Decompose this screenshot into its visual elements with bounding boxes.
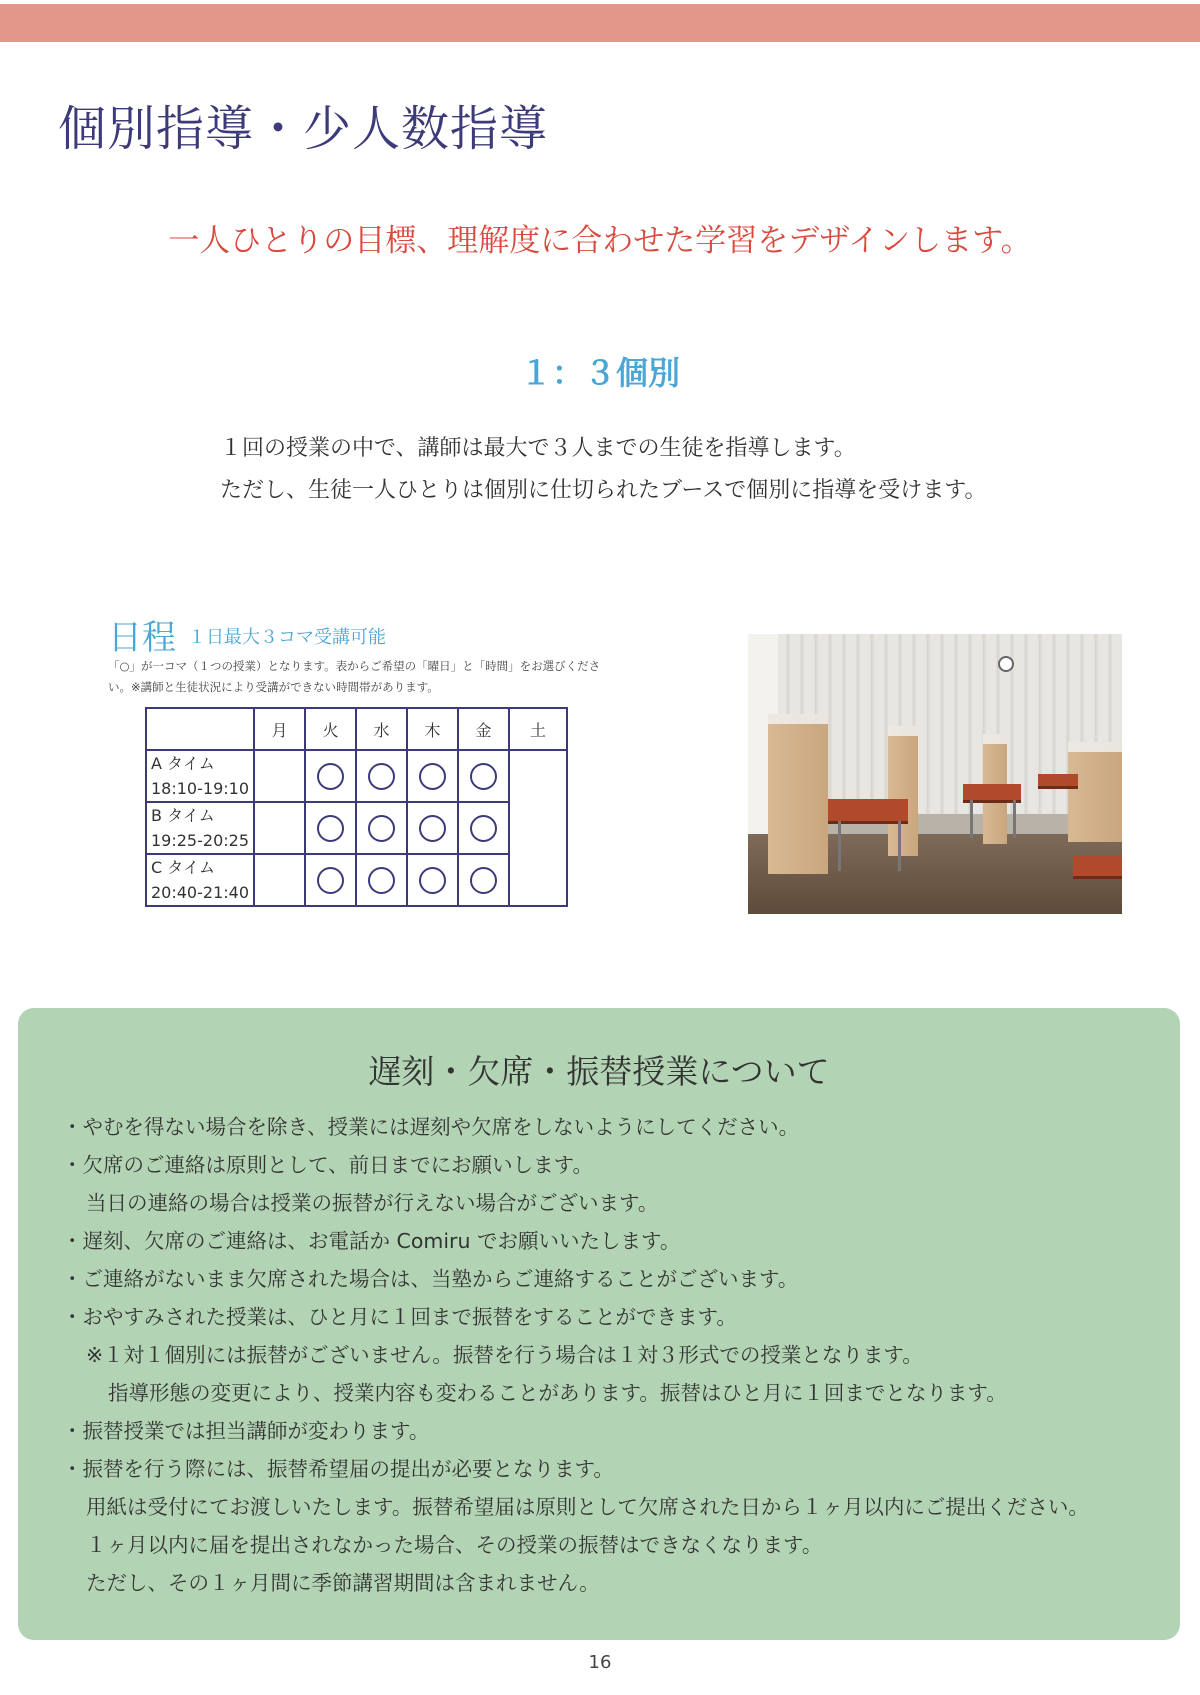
available-circle-icon <box>419 867 446 894</box>
schedule-table <box>145 707 568 907</box>
notice-list <box>62 1108 1089 1602</box>
time-slot-name: A タイム <box>151 754 215 773</box>
time-slot-time: 20:40-21:40 <box>151 883 249 902</box>
time-slot-name: C タイム <box>151 858 215 877</box>
time-slot-label <box>146 750 254 802</box>
schedule-header-row <box>146 708 567 750</box>
schedule-row <box>146 854 567 906</box>
photo-booth-partition <box>1068 742 1122 842</box>
schedule-cell <box>254 802 305 854</box>
schedule-cell <box>254 750 305 802</box>
available-circle-icon <box>368 815 395 842</box>
schedule-cell <box>458 750 509 802</box>
schedule-subtitle: １日最大３コマ受講可能 <box>188 627 386 648</box>
available-circle-icon <box>317 867 344 894</box>
available-circle-icon <box>470 867 497 894</box>
page-title: 個別指導・少人数指導 <box>58 101 549 157</box>
schedule-row <box>146 802 567 854</box>
day-header-wed: 水 <box>356 708 407 750</box>
schedule-cell <box>356 802 407 854</box>
time-slot-time: 18:10-19:10 <box>151 779 249 798</box>
page-number: 16 <box>588 1652 612 1673</box>
notice-title: 遅刻・欠席・振替授業について <box>368 1052 830 1091</box>
top-color-bar <box>0 4 1200 42</box>
course-description-line: ただし、生徒一人ひとりは個別に仕切られたブースで個別に指導を受けます。 <box>220 478 987 503</box>
schedule-cell <box>305 750 356 802</box>
available-circle-icon <box>419 815 446 842</box>
schedule-cell <box>305 854 356 906</box>
available-circle-icon <box>368 867 395 894</box>
photo-booth-partition <box>888 726 918 856</box>
course-description <box>220 428 986 512</box>
available-circle-icon <box>317 815 344 842</box>
schedule-cell <box>356 750 407 802</box>
schedule-title: 日程 <box>108 618 176 658</box>
available-circle-icon <box>470 763 497 790</box>
schedule-cell <box>509 750 567 802</box>
classroom-photo <box>748 634 1122 914</box>
available-circle-icon <box>419 763 446 790</box>
schedule-cell <box>509 854 567 906</box>
photo-desk-leg <box>838 821 841 871</box>
notice-line: 指導形態の変更により、授業内容も変わることがあります。振替はひと月に１回までとなります。 <box>108 1381 1007 1405</box>
photo-desk-leg <box>970 800 973 838</box>
schedule-cell <box>305 802 356 854</box>
notice-line: 当日の連絡の場合は授業の振替が行えない場合がございます。 <box>86 1191 659 1215</box>
time-slot-label <box>146 802 254 854</box>
schedule-cell <box>407 802 458 854</box>
schedule-note: 「○」が一コマ（１つの授業）となります。表からご希望の「曜日」と「時間」をお選びください。※講師と生徒状況により受講ができない時間帯があります。 <box>108 659 601 694</box>
photo-desk <box>1038 774 1078 789</box>
notice-line: １ヶ月以内に届を提出されなかった場合、その授業の振替はできなくなります。 <box>86 1533 823 1557</box>
day-header-fri: 金 <box>458 708 509 750</box>
time-slot-label <box>146 854 254 906</box>
available-circle-icon <box>317 763 344 790</box>
day-header-mon: 月 <box>254 708 305 750</box>
available-circle-icon <box>470 815 497 842</box>
day-header-sat: 土 <box>509 708 567 750</box>
day-header-tue: 火 <box>305 708 356 750</box>
schedule-cell <box>509 802 567 854</box>
notice-line: ただし、その１ヶ月間に季節講習期間は含まれません。 <box>86 1571 600 1595</box>
schedule-row <box>146 750 567 802</box>
notice-line: 用紙は受付にてお渡しいたします。振替希望届は原則として欠席された日から１ヶ月以内にご提出ください。 <box>86 1495 1089 1519</box>
course-description-line: １回の授業の中で、講師は最大で３人までの生徒を指導します。 <box>220 436 856 461</box>
notice-line: ・欠席のご連絡は原則として、前日までにお願いします。 <box>62 1153 593 1177</box>
day-header-thu: 木 <box>407 708 458 750</box>
notice-line: ・やむを得ない場合を除き、授業には遅刻や欠席をしないようにしてください。 <box>62 1115 800 1139</box>
notice-line: ※１対１個別には振替がございません。振替を行う場合は１対３形式での授業となります。 <box>86 1343 923 1367</box>
notice-line: ・おやすみされた授業は、ひと月に１回まで振替をすることができます。 <box>62 1305 737 1329</box>
schedule-cell <box>254 854 305 906</box>
schedule-cell <box>407 750 458 802</box>
time-slot-time: 19:25-20:25 <box>151 831 249 850</box>
course-name: １：３個別 <box>519 354 680 392</box>
photo-booth-partition <box>768 714 828 874</box>
photo-desk <box>1073 856 1122 879</box>
photo-desk-leg <box>898 821 901 871</box>
notice-box <box>18 1008 1180 1640</box>
schedule-cell <box>458 802 509 854</box>
notice-line: ・遅刻、欠席のご連絡は、お電話か Comiru でお願いいたします。 <box>62 1229 681 1253</box>
photo-clock-icon <box>998 656 1014 672</box>
photo-desk-leg <box>1013 800 1016 838</box>
notice-line: ・振替を行う際には、振替希望届の提出が必要となります。 <box>62 1457 614 1481</box>
schedule-corner-cell <box>146 708 254 750</box>
available-circle-icon <box>368 763 395 790</box>
notice-line: ・振替授業では担当講師が変わります。 <box>62 1419 430 1443</box>
notice-line: ・ご連絡がないまま欠席された場合は、当塾からご連絡することがございます。 <box>62 1267 799 1291</box>
schedule-cell <box>458 854 509 906</box>
schedule-cell <box>407 854 458 906</box>
time-slot-name: B タイム <box>151 806 215 825</box>
tagline: 一人ひとりの目標、理解度に合わせた学習をデザインします。 <box>168 223 1032 259</box>
schedule-cell <box>356 854 407 906</box>
schedule-heading <box>108 610 386 659</box>
